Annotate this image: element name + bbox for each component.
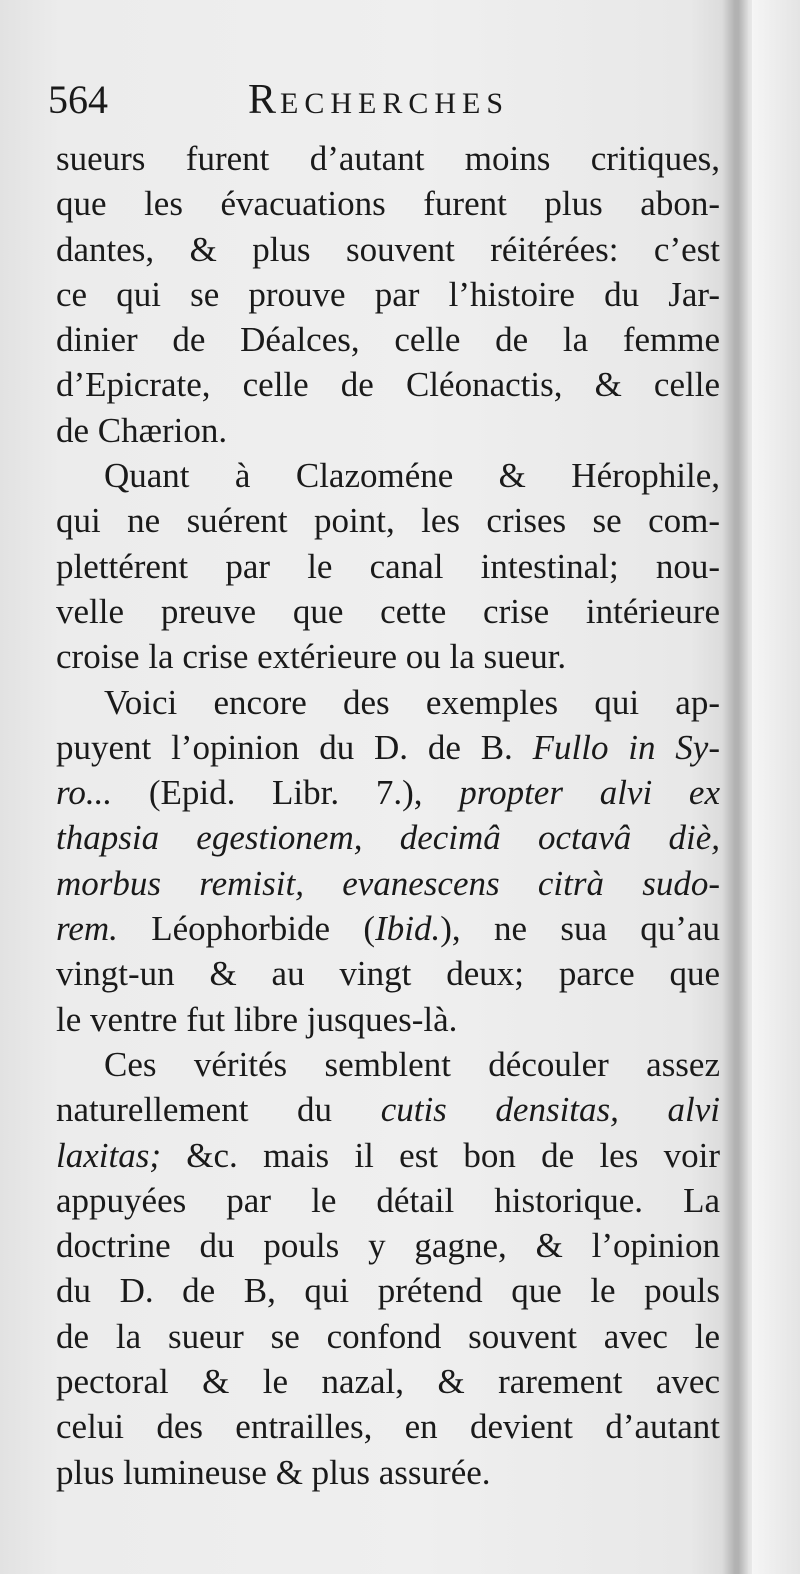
binding-shadow bbox=[722, 0, 752, 1574]
roman-text: de la sueur se confond souvent avec le bbox=[56, 1316, 720, 1356]
text-line bbox=[56, 1450, 720, 1495]
roman-text: doctrine du pouls y gagne, & l’opinion bbox=[56, 1226, 720, 1266]
text-line bbox=[56, 1314, 720, 1359]
paragraph-3 bbox=[56, 680, 720, 1042]
text-line bbox=[56, 1178, 720, 1223]
roman-text: le ventre fut libre jusques-là. bbox=[56, 999, 458, 1039]
text-line: Quant à Clazoméne & Hérophile, bbox=[104, 456, 720, 496]
roman-text: vingt-un & au vingt deux; parce que bbox=[56, 954, 720, 994]
body-text bbox=[56, 136, 720, 1495]
text-line: croise la crise extérieure ou la sueur. bbox=[56, 637, 567, 677]
text-line bbox=[56, 1087, 720, 1132]
page-number: 564 bbox=[48, 77, 108, 122]
latin-quote: thapsia egestionem, decimâ octavâ diè, bbox=[56, 818, 720, 858]
roman-text: plus lumineuse & plus assurée. bbox=[56, 1452, 491, 1492]
roman-text: Voici encore des exemples qui ap- bbox=[104, 682, 720, 722]
paragraph-1 bbox=[56, 136, 720, 453]
text-line: dantes, & plus souvent réitérées: c’est bbox=[56, 229, 720, 269]
text-line: de Chærion. bbox=[56, 410, 228, 450]
text-line bbox=[56, 1359, 720, 1404]
latin-quote: ro... bbox=[56, 773, 113, 813]
latin-quote: laxitas; bbox=[56, 1135, 161, 1175]
text-line: d’Epicrate, celle de Cléonactis, & celle bbox=[56, 365, 720, 405]
latin-quote: morbus remisit, evanescens citrà sudo- bbox=[56, 863, 720, 903]
adjacent-page-edge bbox=[748, 0, 800, 1574]
text-line: velle preuve que cette crise intérieure bbox=[56, 591, 720, 631]
paragraph-4 bbox=[56, 1042, 720, 1495]
text-line bbox=[56, 1042, 720, 1087]
latin-quote: Ibid. bbox=[375, 909, 441, 949]
text-line: dinier de Déalces, celle de la femme bbox=[56, 320, 720, 360]
latin-quote: rem. bbox=[56, 909, 118, 949]
roman-text: Ces vérités semblent découler assez bbox=[104, 1044, 720, 1084]
text-line: que les évacuations furent plus abon- bbox=[56, 184, 720, 224]
roman-text: Léophorbide ( bbox=[117, 909, 376, 949]
text-line bbox=[56, 997, 720, 1042]
text-line bbox=[56, 951, 720, 996]
roman-text: puyent l’opinion du D. de B. bbox=[56, 727, 533, 767]
text-line bbox=[56, 1133, 720, 1178]
text-line bbox=[56, 1268, 720, 1313]
page-header bbox=[48, 76, 698, 126]
text-line: ce qui se prouve par l’histoire du Jar- bbox=[56, 274, 720, 314]
running-head-rest: ECHERCHES bbox=[280, 87, 510, 120]
text-line bbox=[56, 815, 720, 860]
roman-text: (Epid. Libr. 7.), bbox=[112, 773, 460, 813]
text-line: qui ne suérent point, les crises se com- bbox=[56, 501, 720, 541]
roman-text: pectoral & le nazal, & rarement avec bbox=[56, 1362, 720, 1402]
text-line bbox=[56, 680, 720, 725]
latin-quote: Fullo in Sy- bbox=[532, 727, 720, 767]
running-head-initial: R bbox=[248, 77, 281, 123]
latin-quote: cutis densitas, alvi bbox=[380, 1090, 721, 1130]
running-head bbox=[248, 76, 509, 124]
text-line: sueurs furent d’autant moins critiques, bbox=[56, 139, 720, 178]
text-line bbox=[56, 770, 720, 815]
roman-text: &c. mais il est bon de les voir bbox=[160, 1135, 720, 1175]
text-line bbox=[56, 1223, 720, 1268]
roman-text: appuyées par le détail historique. La bbox=[56, 1180, 720, 1220]
text-line: plettérent par le canal intestinal; nou- bbox=[56, 546, 720, 586]
roman-text: ), ne sua qu’au bbox=[440, 909, 721, 949]
roman-text: celui des entrailles, en devient d’autant bbox=[56, 1407, 720, 1447]
text-line bbox=[56, 861, 720, 906]
roman-text: du D. de B, qui prétend que le pouls bbox=[56, 1271, 720, 1311]
text-line bbox=[56, 906, 720, 951]
text-line bbox=[56, 1404, 720, 1449]
roman-text: naturellement du bbox=[56, 1090, 381, 1130]
latin-quote: propter alvi ex bbox=[459, 773, 720, 813]
text-line bbox=[56, 725, 720, 770]
paragraph-2 bbox=[56, 453, 720, 679]
